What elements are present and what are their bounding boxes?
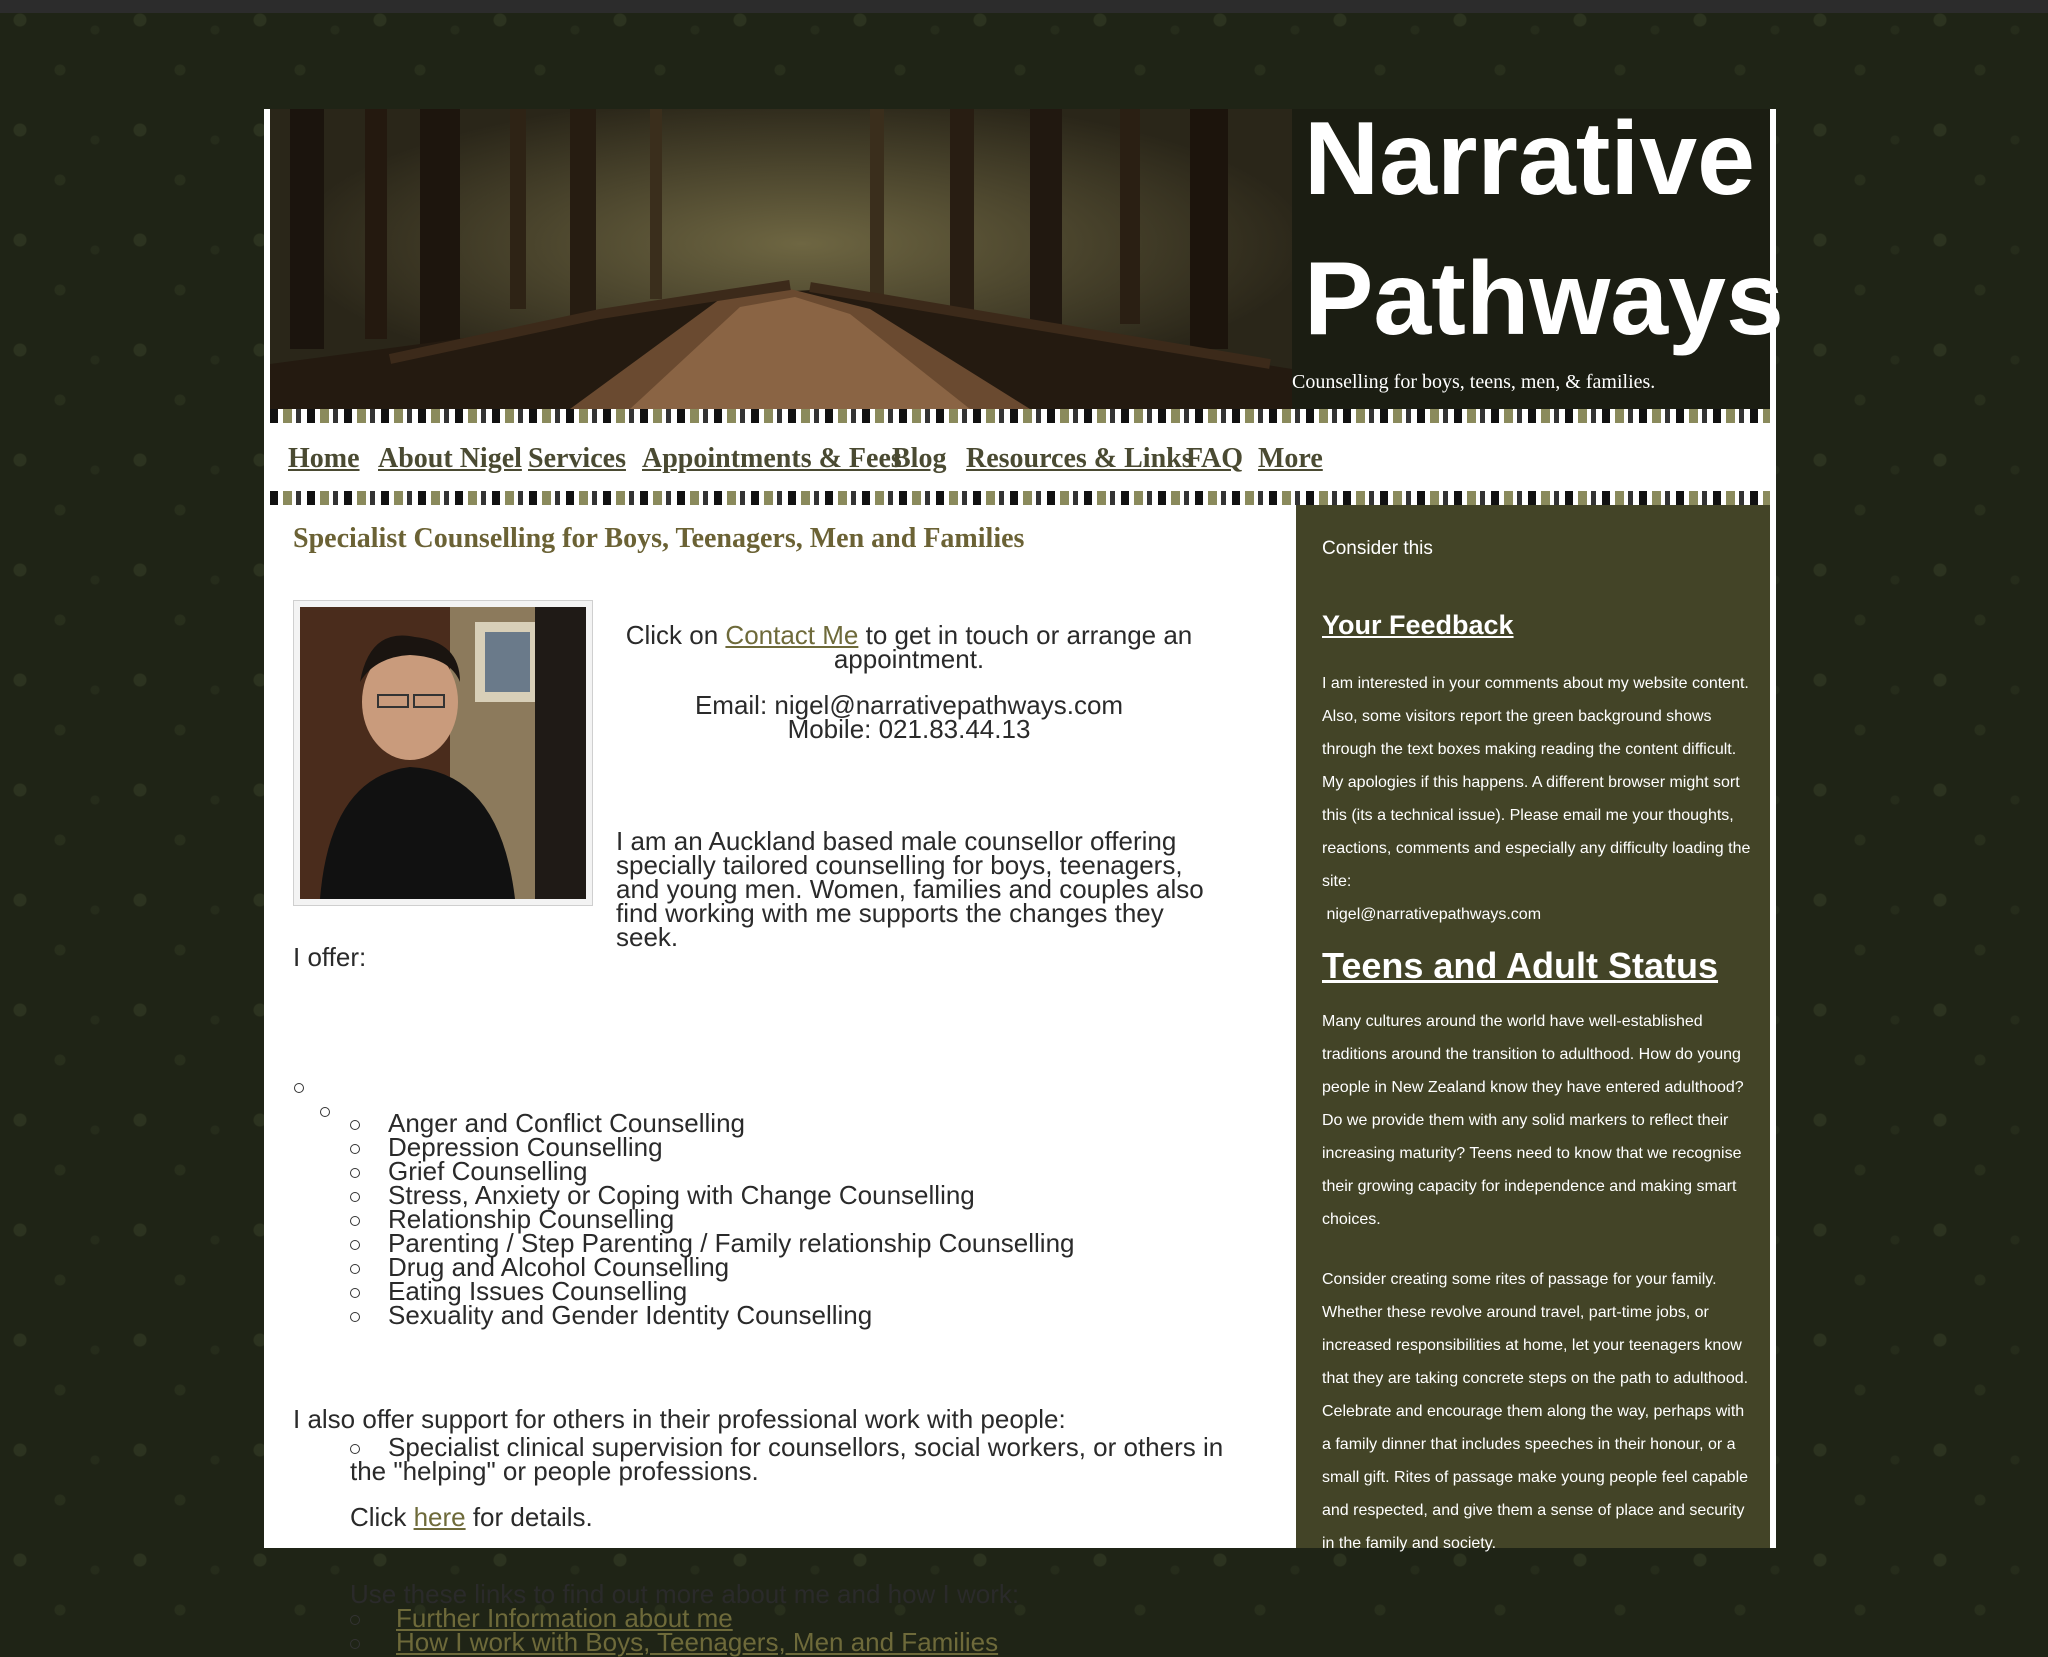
teens-text-2: Consider creating some rites of passage for your family. Whether these revolve around travel, part-time jobs, or increased responsibilities at home, let your teenagers know that they are taking concrete steps on the path to adulthood. Celebrate and encourage them along the way, perhaps with a family dinner that includes speeches in their honour, or a small gift. Rites of passage make young people feel capable and respected, and give them a sense of place and security in the family and society. (1322, 1271, 1749, 1552)
sidebar-consider: Consider this (1322, 538, 1433, 559)
teens-text-1: Many cultures around the world have well-established traditions around the transition to adulthood. How do young people in New Zealand know they have entered adulthood? Do we provide them with any solid markers to reflect their increasing maturity? Teens need to know that we recognise their growing capacity for independence and making smart choices. (1322, 1013, 1744, 1228)
nav-resources-links[interactable]: Resources & Links (966, 443, 1193, 474)
feedback-body: I am interested in your comments about my website content. Also, some visitors report the green background shows through the text boxes making reading the content difficult. My apologies if this happens. A different browser might sort this (its a technical issue). Please email me your thoughts, reactions, comments and especially any difficulty loading the site: (1322, 675, 1751, 890)
site-title-line1: Narrative (1304, 101, 1755, 217)
page-container (264, 101, 1784, 1657)
list-item: Anger and Conflict Counselling (350, 1111, 1075, 1135)
list-item: Grief Counselling (350, 1159, 1075, 1183)
contact-line (604, 620, 1214, 674)
counsellor-photo-frame (293, 600, 593, 906)
decorative-stripe-bottom (270, 491, 1770, 505)
sidebar (1296, 505, 1770, 1552)
page-heading: Specialist Counselling for Boys, Teenagers, Men and Families (293, 523, 1025, 554)
site-title (1304, 89, 1804, 369)
services-list (350, 1108, 1075, 1330)
forest-boardwalk-banner (270, 109, 1292, 409)
how-i-work-link[interactable]: How I work with Boys, Teenagers, Men and Families (396, 1627, 999, 1657)
main-content (264, 505, 1294, 1657)
main-navigation (270, 423, 1770, 491)
nav-faq[interactable]: FAQ (1186, 443, 1244, 474)
email-line: Email: nigel@narrativepathways.com (694, 690, 1124, 720)
intro-paragraph: I am an Auckland based male counsellor offering specially tailored counselling for boys, teenagers, and young men. Women, families and couples also find working with me supports the changes they seek. (616, 826, 1204, 952)
mobile-line: Mobile: 021.83.44.13 (787, 714, 1031, 744)
more-links-list (350, 1603, 999, 1657)
here-link[interactable]: here (413, 1502, 466, 1532)
feedback-email: nigel@narrativepathways.com (1326, 906, 1542, 923)
list-item: Sexuality and Gender Identity Counselling (350, 1303, 1075, 1327)
links-label: Use these links to find out more about me and how I work: (350, 1579, 1020, 1609)
nav-services[interactable]: Services (528, 443, 626, 474)
feedback-heading[interactable]: Your Feedback (1322, 610, 1514, 640)
feedback-text (1322, 667, 1752, 931)
nav-home[interactable]: Home (288, 443, 360, 474)
click-suffix: for details. (465, 1502, 593, 1532)
list-item: Stress, Anxiety or Coping with Change Counselling (350, 1183, 1075, 1207)
details-line (350, 1502, 593, 1532)
contact-block (604, 620, 1214, 763)
support-label: I also offer support for others in their professional work with people: (293, 1404, 1066, 1434)
contact-me-link[interactable]: Contact Me (725, 620, 859, 650)
site-title-line2: Pathways (1304, 241, 1784, 357)
counsellor-photo (300, 607, 586, 899)
nav-about-nigel[interactable]: About Nigel (378, 443, 522, 474)
offer-label: I offer: (293, 942, 367, 972)
forest-boardwalk-image (270, 109, 1292, 409)
contact-details (604, 690, 1214, 744)
list-item: Depression Counselling (350, 1135, 1075, 1159)
site-tagline: Counselling for boys, teens, men, & families. (1292, 371, 1656, 393)
counsellor-portrait (300, 607, 586, 899)
list-item: Parenting / Step Parenting / Family relationship Counselling (350, 1231, 1075, 1255)
further-info-link[interactable]: Further Information about me (396, 1603, 733, 1633)
contact-suffix: to get in touch or arrange an appointment. (833, 620, 1193, 674)
empty-bullet-2 (320, 1107, 330, 1117)
list-item: Relationship Counselling (350, 1207, 1075, 1231)
list-item: Eating Issues Counselling (350, 1279, 1075, 1303)
empty-bullet-1 (294, 1083, 304, 1093)
browser-top-bar (0, 0, 2048, 13)
supervision-item (350, 1432, 1230, 1486)
list-item: Drug and Alcohol Counselling (350, 1255, 1075, 1279)
nav-more[interactable]: More (1258, 443, 1323, 474)
nav-appointments-fees[interactable]: Appointments & Fees (642, 443, 902, 474)
supervision-bullet (350, 1444, 360, 1454)
click-prefix: Click (350, 1502, 414, 1532)
contact-prefix: Click on (625, 620, 726, 650)
nav-blog[interactable]: Blog (892, 443, 947, 474)
teens-heading[interactable]: Teens and Adult Status (1322, 945, 1719, 986)
list-item (350, 1627, 999, 1657)
supervision-text: Specialist clinical supervision for counsellors, social workers, or others in the "helping" or people professions. (350, 1432, 1224, 1486)
decorative-stripe-top (270, 409, 1770, 423)
